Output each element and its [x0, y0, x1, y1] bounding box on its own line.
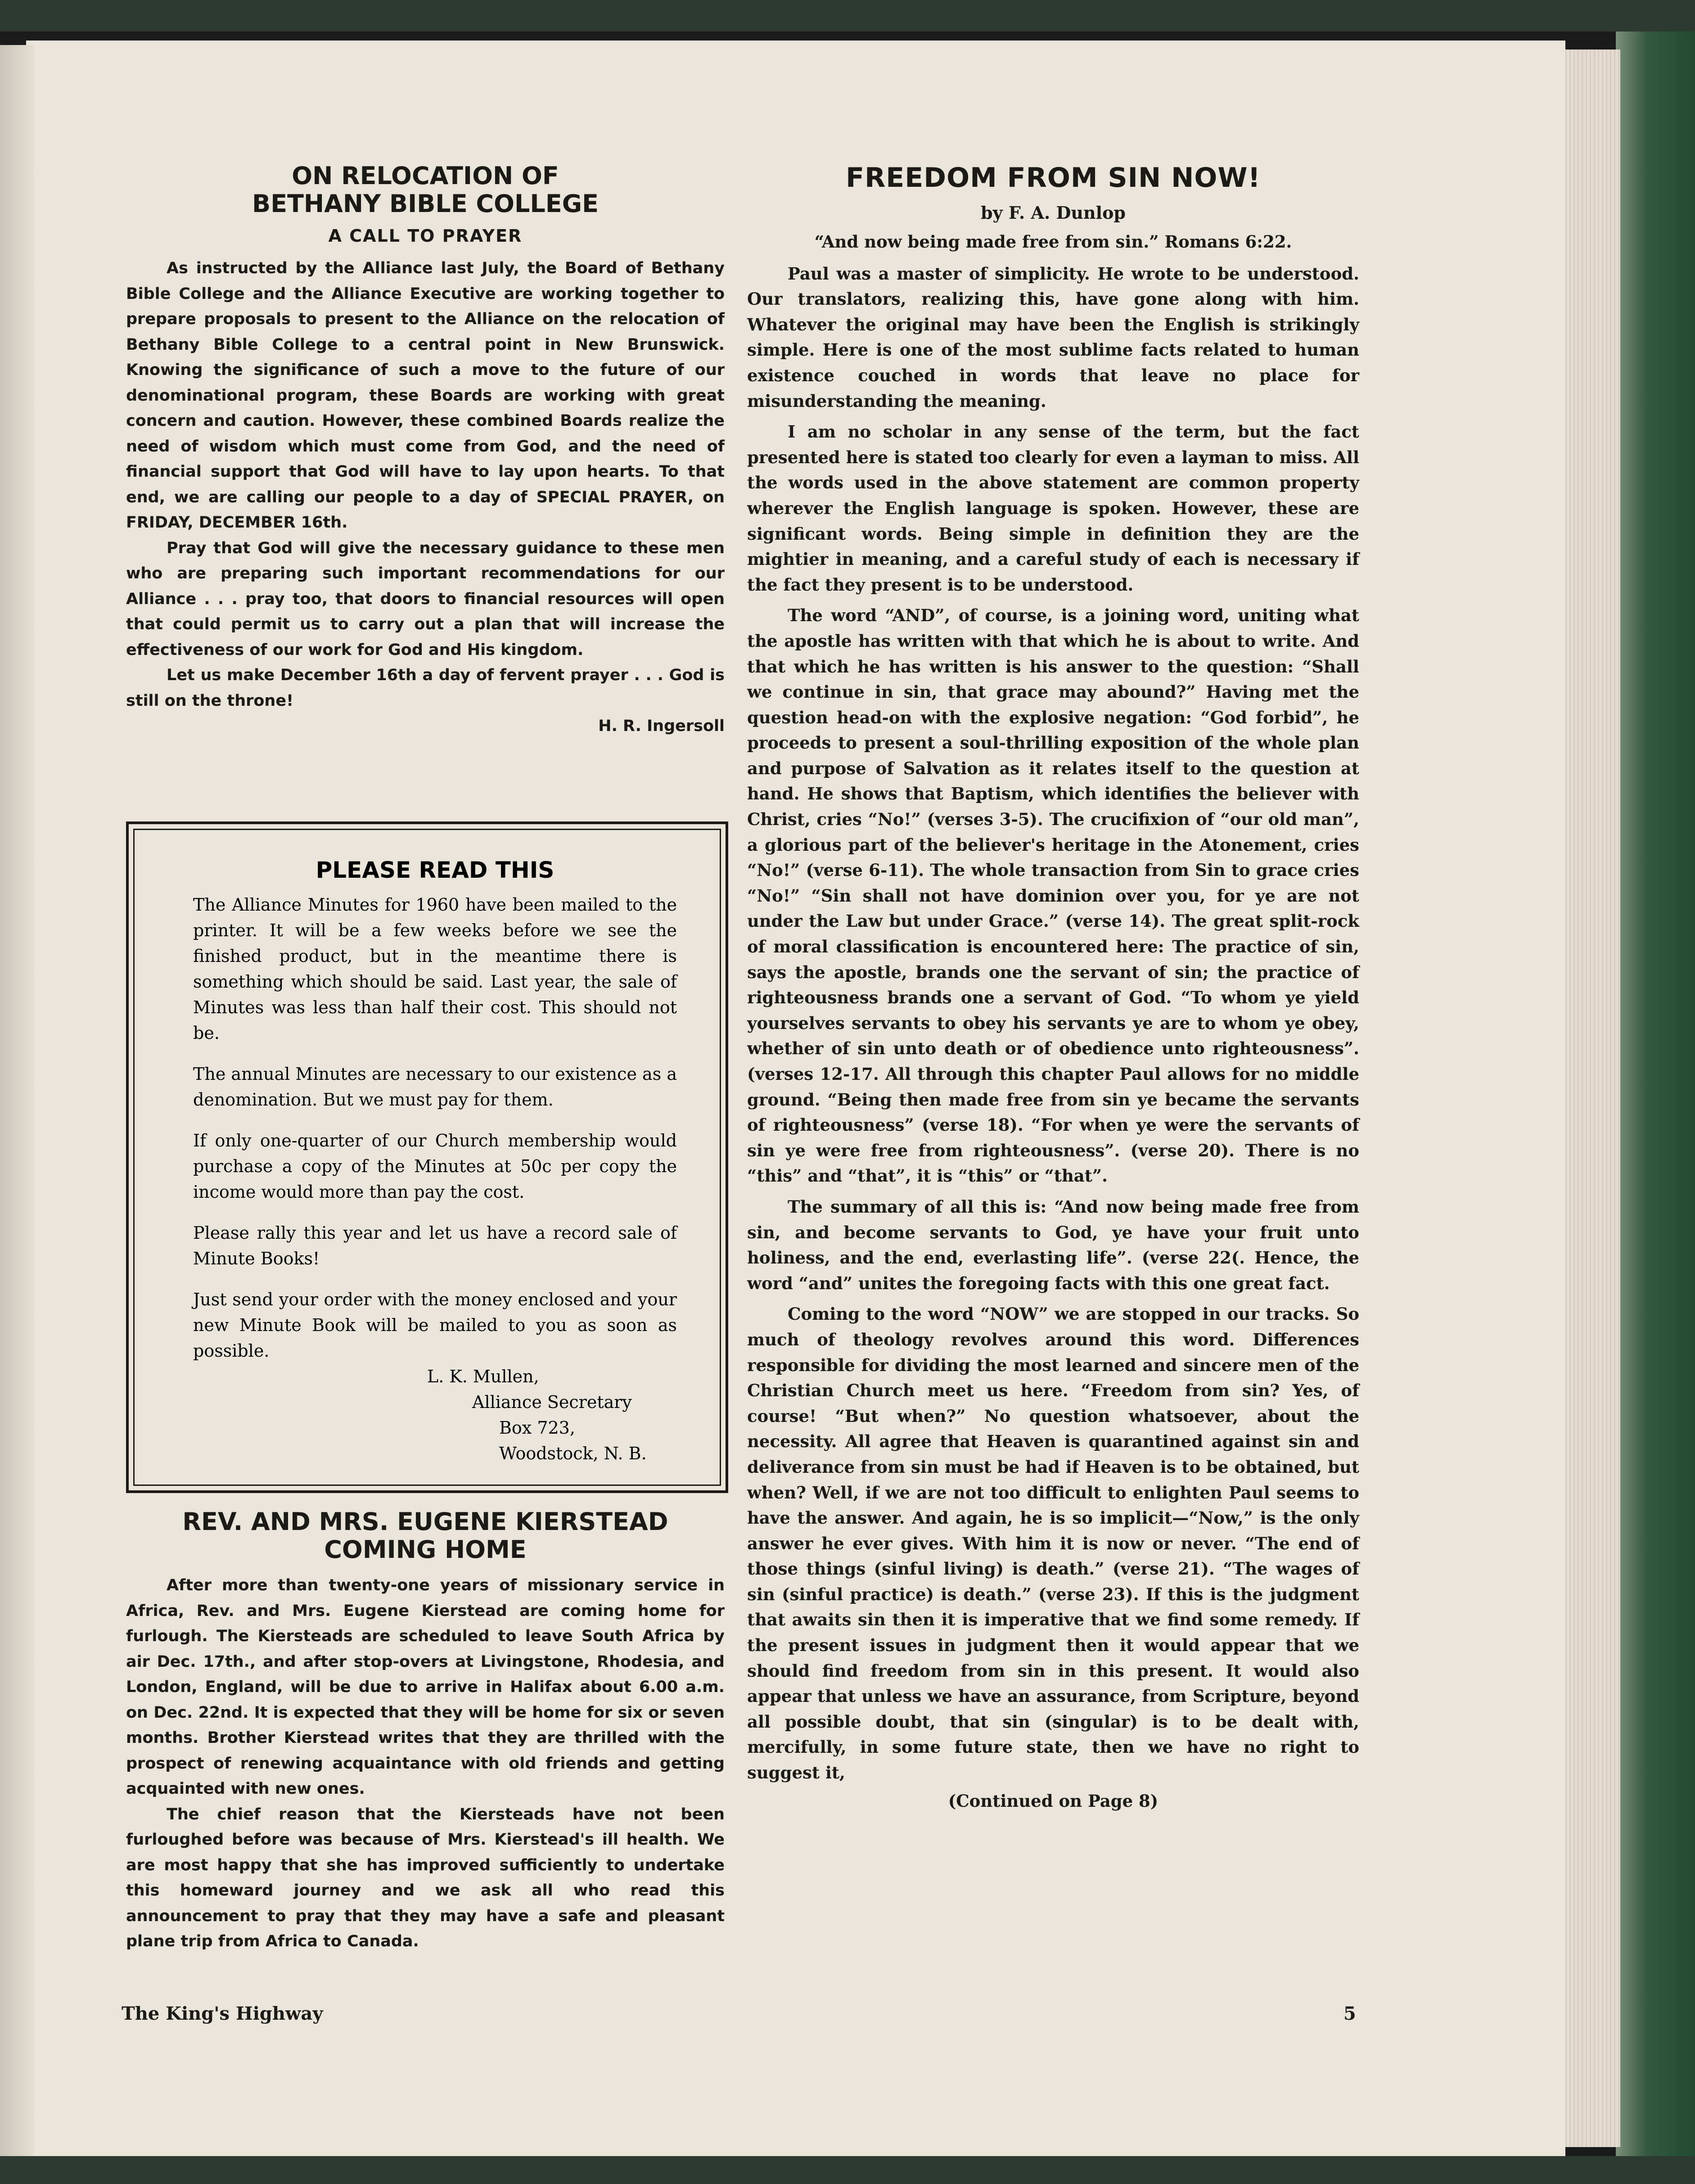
- notice-paragraph: The Alliance Minutes for 1960 have been mailed to the printer. It will be a few weeks before we see the finished product, but in the meantime there is something which should be said. Last year, the sale of Minutes was less than half their cost. This should not be.: [193, 895, 677, 1043]
- article-paragraph: As instructed by the Alliance last July, the Board of Bethany Bible College and the Alliance Executive are working together to prepare proposals to present to the Alliance on the relocation of Bethany Bible College to a central point in New Brunswick. Knowing the significance of such a move to the future of our denominational program, these Boards are working with great concern and caution. However, these combined Boards realize the need of wisdom which must come from God, and the need of financial support that God will have to lay upon hearts. To that end, we are calling our people to a day of SPECIAL PRAYER, on FRIDAY, DECEMBER 16th.: [126, 259, 725, 532]
- footer-page-number: 5: [1343, 2003, 1356, 2024]
- article-relocation: [126, 162, 725, 735]
- notice-paragraph: Just send your order with the money enclosed and your new Minute Book will be mailed to you as soon as possible.: [193, 1290, 677, 1361]
- book-cover-bottom: [0, 2156, 1695, 2184]
- book-cover-top: [0, 0, 1695, 32]
- article-paragraph: Pray that God will give the necessary guidance to these men who are preparing such important recommendations for our Alliance . . . pray too, that doors to financial resources will open that could permit us to carry out a plan that will increase the effectiveness of our work for God and His kingdom.: [126, 539, 725, 659]
- article-title-line1: REV. AND MRS. EUGENE KIERSTEAD: [182, 1507, 668, 1536]
- footer-publication: The King's Highway: [122, 2003, 323, 2024]
- continued-note: (Continued on Page 8): [948, 1791, 1159, 1811]
- article-paragraph: Let us make December 16th a day of fervent prayer . . . God is still on the throne!: [126, 666, 725, 710]
- article-freedom: [747, 162, 1359, 1811]
- article-paragraph: The chief reason that the Kiersteads have not been furloughed before was because of Mrs. Kierstead's ill health. We are most happy that she has improved sufficiently to undertake this homeward journey and we ask all who read this announcement to pray that they may have a safe and pleasant plane trip from Africa to Canada.: [126, 1805, 725, 1950]
- article-paragraph: The summary of all this is: “And now being made free from sin, and become servants to God, ye have your fruit unto holiness, and the end, everlasting life”. (verse 22(. Hence, the word “and” unites the foregoing facts with this one great fact.: [747, 1196, 1359, 1293]
- book-cover-edge: [1616, 32, 1695, 2156]
- notice-paragraph: If only one-quarter of our Church membership would purchase a copy of the Minutes at 50c per copy the income would more than pay the cost.: [193, 1131, 677, 1202]
- notice-signature-name: L. K. Mullen,: [427, 1367, 539, 1386]
- article-title-line1: ON RELOCATION OF: [292, 162, 559, 190]
- gutter-edge: [0, 45, 34, 2161]
- notice-signature-address: Box 723, Woodstock, N. B.: [499, 1418, 647, 1463]
- article-kierstead: [126, 1508, 725, 1954]
- article-epigraph: “And now being made free from sin.” Romans 6:22.: [814, 232, 1292, 252]
- notice-paragraph: Please rally this year and let us have a record sale of Minute Books!: [193, 1223, 677, 1268]
- notice-box: [126, 821, 728, 1493]
- article-paragraph: The word “AND”, of course, is a joining word, uniting what the apostle has written with that which he is about to write. And that which he has written is his answer to the question: “Shall we continue in sin, that grace may abound?” Having met the question head-on with the explosive negation: “God forbid”, he proceeds to present a soul-thrilling exposition of the whole plan and purpose of Salvation as it relates itself to the question at hand. He shows that Baptism, which identifies the believer with Christ, cries “No!” (verses 3-5). The crucifixion of “our old man”, a glorious part of the believer's heritage in the Atonement, cries “No!” (verse 6-11). The whole transaction from Sin to grace cries “No!” “Sin shall not have dominion over you, for ye are not under the Law but under Grace.” (verse 14). The great split-rock of moral classification is encountered here: The practice of sin, says the apostle, brands one the servant of sin; the practice of righteousness brands one a servant of God. “To whom ye yield yourselves servants to obey his servants ye are to whom ye obey, whether of sin unto death or of obedience unto righteousness”. (verses 12-17. All through this chapter Paul allows for no middle ground. “Being then made free from sin ye became the servants of righteousness” (verse 18). “For when ye were the servants of sin ye were free from righteousness”. (verse 20). There is no “this” and “that”, it is “this” or “that”.: [747, 605, 1359, 1186]
- article-subtitle: A CALL TO PRAYER: [328, 226, 523, 246]
- notice-paragraph: The annual Minutes are necessary to our existence as a denomination. But we must pay for them.: [193, 1064, 677, 1110]
- article-paragraph: Paul was a master of simplicity. He wrote to be understood. Our translators, realizing this, have gone along with him. Whatever the original may have been the English is strikingly simple. Here is one of the most sublime facts related to human existence couched in words that leave no place for misunderstanding the meaning.: [747, 263, 1359, 411]
- article-byline: by F. A. Dunlop: [981, 203, 1126, 223]
- article-paragraph: Coming to the word “NOW” we are stopped in our tracks. So much of theology revolves around this word. Differences responsible for dividing the most learned and sincere men of the Christian Church meet us here. “Freedom from sin? Yes, of course! “But when?” No question whatsoever, about the necessity. All agree that Heaven is quarantined against sin and deliverance from sin must be had if Heaven is to be obtained, but when? Well, if we are not too difficult to enlighten Paul seems to have the answer. And again, he is so implicit—“Now,” is the only answer he ever gives. With him it is now or never. “The end of those things (sinful living) is death.” (verse 21). “The wages of sin (sinful practice) is death.” (verse 23). If this is the judgment that awaits sin then it is imperative that we find some remedy. If the present issues in judgment then it would appear that we should find freedom from sin in this present. It would also appear that unless we have an assurance, from Scripture, beyond all possible doubt, that sin (singular) is to be dealt with, mercifully, in some future state, then we have no right to suggest it,: [747, 1304, 1359, 1783]
- article-signature: H. R. Ingersoll: [598, 717, 725, 735]
- article-title: FREEDOM FROM SIN NOW!: [846, 162, 1261, 194]
- article-paragraph: After more than twenty-one years of missionary service in Africa, Rev. and Mrs. Eugene Kierstead are coming home for furlough. The Kiersteads are scheduled to leave South Africa by air Dec. 17th., and after stop-overs at Livingstone, Rhodesia, and London, England, will be due to arrive in Halifax about 6.00 a.m. on Dec. 22nd. It is expected that they will be home for six or seven months. Brother Kierstead writes that they are thrilled with the prospect of renewing acquaintance with old friends and getting acquainted with new ones.: [126, 1576, 725, 1798]
- notice-title: PLEASE READ THIS: [316, 857, 554, 883]
- notice-signature-title: Alliance Secretary: [472, 1392, 632, 1412]
- article-paragraph: I am no scholar in any sense of the term, but the fact presented here is stated too clearly for even a layman to miss. All the words used in the above statement are common property wherever the English language is spoken. However, these are significant words. Being simple in definition they are the mightier in meaning, and a careful study of each is necessary if the fact they present is to be understood.: [747, 422, 1359, 595]
- notice-box-inner: [133, 829, 721, 1486]
- article-title-line2: BETHANY BIBLE COLLEGE: [252, 190, 599, 218]
- article-title-line2: COMING HOME: [324, 1535, 527, 1564]
